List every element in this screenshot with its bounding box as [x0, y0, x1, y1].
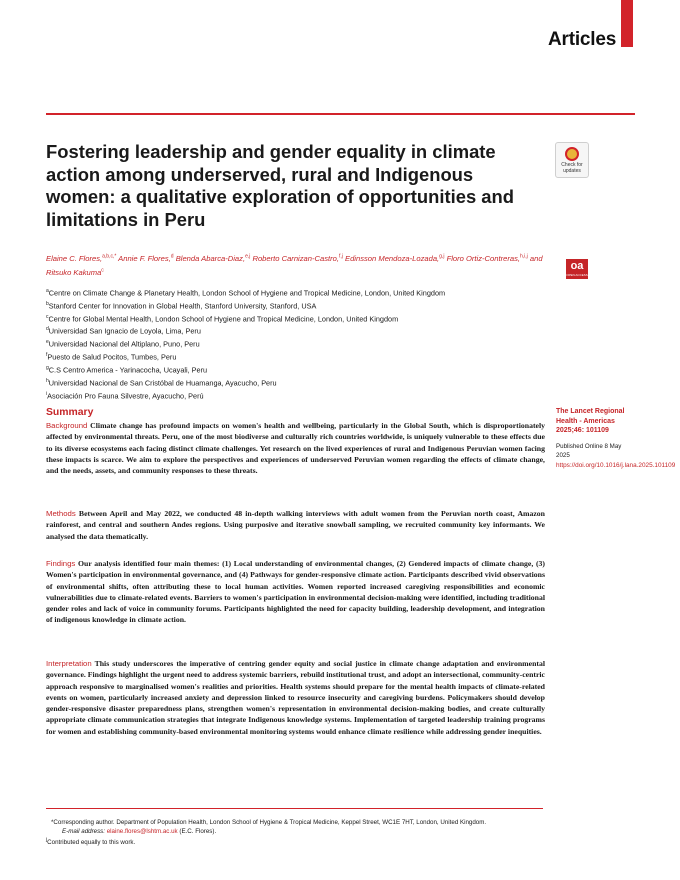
footnotes — [46, 818, 544, 848]
corresponding-label: *Corresponding author. — [51, 819, 115, 826]
author[interactable] — [345, 254, 444, 263]
affiliation-mark: f — [46, 352, 48, 359]
author[interactable] — [118, 254, 173, 263]
author-affiliation-marks: h,i,j — [519, 253, 528, 259]
corresponding-text: Department of Population Health, London School of Hygiene & Tropical Medicine, Keppel Street, WC1E 7HT, London, United Kingdom. — [116, 819, 487, 826]
author[interactable] — [447, 254, 528, 263]
summary-background — [46, 420, 545, 476]
background-label: Background — [46, 421, 88, 430]
findings-label: Findings — [46, 559, 76, 568]
equal-contribution-note — [46, 836, 544, 847]
check-for-updates-icon[interactable] — [555, 142, 589, 178]
equal-sup: j — [46, 837, 48, 844]
affiliation-mark: e — [46, 339, 49, 346]
affiliation-item — [46, 299, 566, 312]
interpretation-text: This study underscores the imperative of centring gender equity and social justice in climate change adaptation and environmental governance. Findings highlight the urgent need to address systemic barriers, rebuild institutional trust, and adopt an intersectional, community-centric approach responsive to marginalised women's realities and priorities. Health systems should prepare for the mental health impacts of climate-related events on women, particularly increased anxiety and depression linked to resource insecurity and caregiving burdens. Policymakers should develop gender-responsive disaster preparedness plans, strengthen women's representation in environmental decision-making bodies, and create culturally appropriate climate communication strategies that integrate Indigenous knowledge systems. Implementation of targeted leadership training programs for women and establishing community-based environmental monitoring systems would enhance climate resilience while addressing gender inequities. — [46, 659, 545, 736]
affiliation-text: Universidad Nacional del Altiplano, Puno, Peru — [48, 339, 200, 349]
author-name: Blenda Abarca-Diaz, — [175, 253, 246, 263]
equal-text: Contributed equally to this work. — [47, 839, 136, 847]
affiliation-item — [46, 376, 566, 389]
author[interactable] — [46, 254, 116, 263]
header-rule — [46, 113, 635, 115]
affiliation-text: Universidad San Ignacio de Loyola, Lima, Peru — [48, 326, 201, 336]
section-tab-marker — [621, 0, 633, 47]
check-badge-line1: Check for — [561, 162, 583, 168]
affiliation-item — [46, 389, 566, 402]
summary-heading: Summary — [46, 407, 94, 418]
summary-methods — [46, 508, 545, 542]
open-access-icon — [566, 259, 588, 279]
email-label: E-mail address: — [62, 828, 105, 836]
author-list — [46, 250, 546, 279]
affiliation-item — [46, 337, 566, 350]
affiliation-item — [46, 286, 566, 299]
methods-label: Methods — [46, 509, 76, 518]
affiliation-mark: g — [46, 364, 49, 371]
section-label: Articles — [548, 29, 617, 50]
corresponding-author-note — [46, 818, 544, 827]
footnote-rule — [46, 808, 543, 809]
affiliation-text: Puesto de Salud Pocitos, Tumbes, Peru — [47, 352, 177, 362]
check-badge-text — [556, 163, 588, 174]
check-badge-circle — [565, 147, 579, 161]
author-name: Roberto Carnizan-Castro, — [252, 253, 339, 263]
affiliation-mark: a — [46, 288, 49, 294]
summary-findings — [46, 558, 545, 626]
affiliation-text: C.S Centro America - Yarinacocha, Ucayali, Peru — [48, 365, 208, 375]
author-name: and Ritsuko Kakuma — [46, 253, 543, 278]
affiliation-mark: d — [46, 326, 49, 333]
affiliation-mark: b — [46, 300, 49, 307]
author-name: Elaine C. Flores, — [46, 253, 103, 263]
affiliation-list — [46, 286, 566, 401]
methods-text: Between April and May 2022, we conducted 48 in-depth walking interviews with adult women from the Peruvian north coast, Amazon rainforest, and central and southern Andes regions. Using purposive and iterative snowball sampling, we recruited community key informants. We analysed the data thematically. — [46, 509, 545, 541]
author[interactable] — [176, 254, 251, 263]
doi-link[interactable]: https://doi.org/10.1016/j.lana.2025.101109 — [556, 462, 676, 469]
summary-interpretation — [46, 658, 545, 737]
open-access-text: oa — [570, 260, 584, 272]
background-text: Climate change has profound impacts on women's health and wellbeing, particularly in the Global South, which is disproportionately affected by environmental threats. Peru, one of the most biodiverse and culturally rich countries worldwide, is uniquely vulnerable to these effects due to its diverse ecosystems each facing distinct climate challenges. Yet research on the lived experiences of rural and Indigenous Peruvian women facing these impacts is scarce. We aim to explore the perspectives and experiences of underserved Peruvian women regarding the effects of climate change, and the needs, assets, and community responses to these threats. — [46, 421, 546, 476]
author-affiliation-marks: a,b,c,* — [102, 253, 117, 259]
author-name: Edinsson Mendoza-Lozada, — [345, 253, 440, 263]
author-affiliation-marks: f,j — [339, 253, 343, 259]
affiliation-text: Centre on Climate Change & Planetary Health, London School of Hygiene and Tropical Medicine, London, United Kingdom — [48, 288, 446, 298]
email-link[interactable]: elaine.flores@lshtm.ac.uk — [106, 828, 178, 836]
article-title: Fostering leadership and gender equality in climate action among underserved, rural and Indigenous women: a qualitative exploration of opportunities and limitations in Peru — [46, 141, 514, 230]
affiliation-mark: h — [46, 377, 49, 384]
affiliation-mark: c — [46, 313, 49, 320]
affiliation-item — [46, 312, 566, 325]
author-affiliation-marks: c — [101, 267, 104, 274]
interpretation-label: Interpretation — [46, 659, 92, 668]
affiliation-text: Centre for Global Mental Health, London School of Hygiene and Tropical Medicine, London, United Kingdom — [48, 314, 399, 324]
check-badge-line2: updates — [563, 167, 581, 174]
affiliation-mark: i — [46, 390, 48, 397]
affiliation-text: Universidad Nacional de San Cristóbal de Huamanga, Ayacucho, Peru — [48, 378, 277, 388]
affiliation-text: Stanford Center for Innovation in Global Health, Stanford University, Stanford, USA — [48, 301, 317, 311]
author-affiliation-marks: d — [170, 253, 174, 259]
affiliation-item — [46, 350, 566, 363]
affiliation-text: Asociación Pro Fauna Silvestre, Ayacucho, Perú — [47, 391, 204, 401]
journal-citation: The Lancet Regional Health - Americas 2025;46: 101109 — [556, 408, 625, 435]
author-affiliation-marks: e,j — [245, 253, 251, 259]
author-name: Floro Ortiz-Contreras, — [446, 253, 520, 263]
published-date: Published Online 8 May 2025 — [556, 443, 622, 460]
findings-text: Our analysis identified four main themes: (1) Local understanding of environmental changes, (2) Gendered impacts of climate change, (3) Women's participation in environmental governance, and (4) Pathways for gender-responsive climate action. Participants described vivid observations of environmental shifts, often attributing these to local human activities. Women reported increased caregiving responsibilities and economic vulnerabilities due to climate-related events. Barriers to women's participation in environmental decision-making were identified, including traditional gender roles and lack of voice in community forums. Participants highlighted the need for capacity building, leadership development, and integration of indigenous knowledge in climate action. — [46, 559, 546, 625]
author-name: Annie F. Flores, — [118, 253, 171, 263]
affiliation-item — [46, 363, 566, 376]
email-note — [46, 827, 544, 836]
email-suffix: (E.C. Flores). — [179, 828, 217, 836]
author-affiliation-marks: g,j — [439, 253, 445, 259]
author[interactable] — [252, 254, 342, 263]
open-access-subtext: OPEN ACCESS — [566, 273, 588, 277]
affiliation-item — [46, 324, 566, 337]
